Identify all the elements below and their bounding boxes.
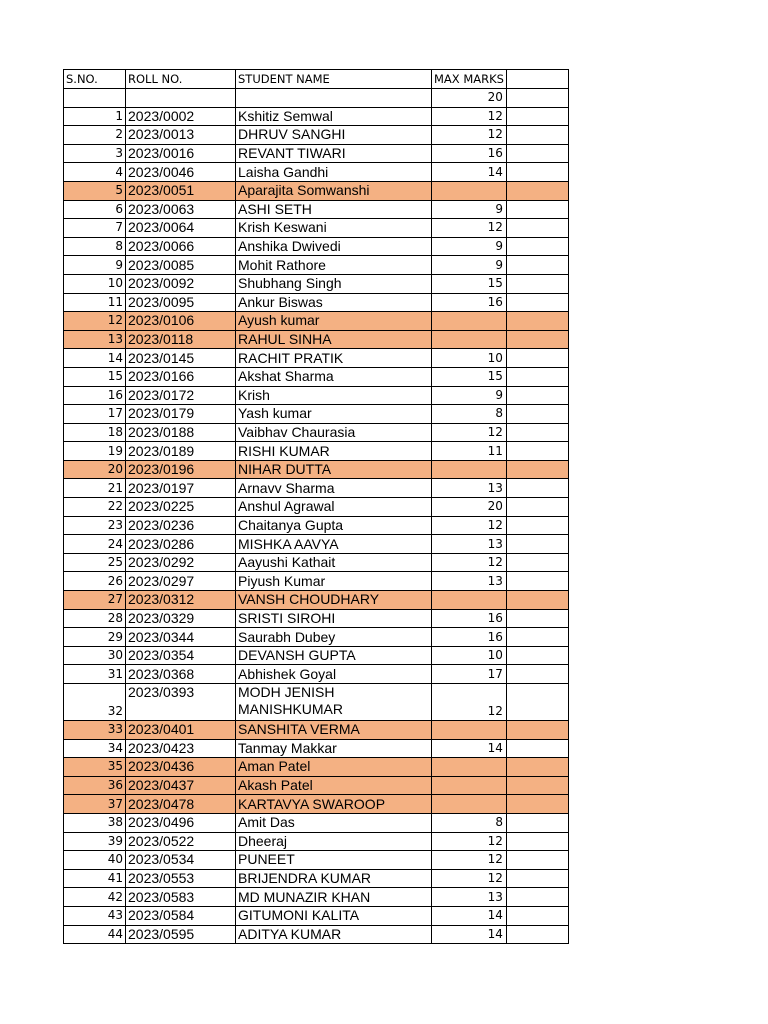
roll-no-cell: 2023/0584 bbox=[126, 906, 236, 925]
empty-cell bbox=[506, 535, 568, 554]
empty-cell bbox=[506, 516, 568, 535]
marks-cell: 14 bbox=[432, 925, 507, 944]
empty-cell bbox=[506, 237, 568, 256]
empty-cell bbox=[506, 591, 568, 610]
table-row bbox=[64, 181, 569, 200]
roll-no-cell: 2023/0016 bbox=[126, 144, 236, 163]
empty-cell bbox=[506, 553, 568, 572]
table-row bbox=[64, 107, 569, 126]
sno-cell: 38 bbox=[64, 813, 126, 832]
empty-cell bbox=[506, 721, 568, 740]
roll-no-cell: 2023/0329 bbox=[126, 609, 236, 628]
table-row bbox=[64, 721, 569, 740]
empty-cell bbox=[506, 628, 568, 647]
student-name-cell: ADITYA KUMAR bbox=[236, 925, 432, 944]
marks-cell: 17 bbox=[432, 665, 507, 684]
marks-cell bbox=[432, 721, 507, 740]
student-name-cell: Shubhang Singh bbox=[236, 274, 432, 293]
roll-no-cell: 2023/0553 bbox=[126, 869, 236, 888]
sno-cell: 1 bbox=[64, 107, 126, 126]
empty-cell bbox=[506, 906, 568, 925]
student-name-cell: VANSH CHOUDHARY bbox=[236, 591, 432, 610]
table-row bbox=[64, 498, 569, 517]
empty-cell bbox=[506, 367, 568, 386]
empty-cell bbox=[506, 181, 568, 200]
empty-cell bbox=[506, 665, 568, 684]
student-name-cell: Laisha Gandhi bbox=[236, 163, 432, 182]
empty-cell bbox=[506, 107, 568, 126]
roll-no-cell: 2023/0166 bbox=[126, 367, 236, 386]
table-row bbox=[64, 591, 569, 610]
table-row bbox=[64, 312, 569, 331]
roll-no-cell: 2023/0063 bbox=[126, 200, 236, 219]
marks-cell: 12 bbox=[432, 126, 507, 145]
roll-no-cell: 2023/0145 bbox=[126, 349, 236, 368]
table-row bbox=[64, 144, 569, 163]
sno-cell: 17 bbox=[64, 405, 126, 424]
sno-cell: 32 bbox=[64, 684, 126, 721]
empty-cell bbox=[506, 200, 568, 219]
roll-no-cell: 2023/0437 bbox=[126, 776, 236, 795]
marks-cell: 16 bbox=[432, 293, 507, 312]
marks-cell: 12 bbox=[432, 107, 507, 126]
sno-cell: 7 bbox=[64, 219, 126, 238]
table-row bbox=[64, 460, 569, 479]
empty-cell bbox=[506, 442, 568, 461]
sno-cell: 40 bbox=[64, 851, 126, 870]
empty-cell bbox=[506, 869, 568, 888]
table-row bbox=[64, 776, 569, 795]
sno-cell: 12 bbox=[64, 312, 126, 331]
roll-no-cell: 2023/0046 bbox=[126, 163, 236, 182]
student-name-cell: Piyush Kumar bbox=[236, 572, 432, 591]
student-name-cell: RACHIT PRATIK bbox=[236, 349, 432, 368]
roll-no-cell: 2023/0013 bbox=[126, 126, 236, 145]
marks-cell: 13 bbox=[432, 535, 507, 554]
sno-cell: 35 bbox=[64, 758, 126, 777]
student-name-cell: Aayushi Kathait bbox=[236, 553, 432, 572]
sno-cell: 44 bbox=[64, 925, 126, 944]
roll-no-cell: 2023/0292 bbox=[126, 553, 236, 572]
max-marks-value: 20 bbox=[432, 89, 507, 108]
sno-cell: 20 bbox=[64, 460, 126, 479]
empty-cell bbox=[506, 851, 568, 870]
roll-no-cell: 2023/0423 bbox=[126, 739, 236, 758]
table-row bbox=[64, 349, 569, 368]
roll-no-cell: 2023/0188 bbox=[126, 423, 236, 442]
table-row bbox=[64, 479, 569, 498]
roll-no-cell: 2023/0179 bbox=[126, 405, 236, 424]
student-name-cell: Anshika Dwivedi bbox=[236, 237, 432, 256]
roll-no-cell: 2023/0583 bbox=[126, 888, 236, 907]
roll-no-cell: 2023/0092 bbox=[126, 274, 236, 293]
sno-cell: 29 bbox=[64, 628, 126, 647]
empty-cell bbox=[506, 293, 568, 312]
student-name-cell: Ayush kumar bbox=[236, 312, 432, 331]
marks-cell bbox=[432, 795, 507, 814]
student-name-cell: Yash kumar bbox=[236, 405, 432, 424]
marks-cell: 12 bbox=[432, 219, 507, 238]
table-row bbox=[64, 813, 569, 832]
roll-no-cell: 2023/0002 bbox=[126, 107, 236, 126]
roll-no-cell: 2023/0436 bbox=[126, 758, 236, 777]
empty-cell bbox=[506, 795, 568, 814]
marks-cell: 10 bbox=[432, 646, 507, 665]
empty-cell bbox=[506, 274, 568, 293]
sno-cell: 41 bbox=[64, 869, 126, 888]
roll-no-cell: 2023/0118 bbox=[126, 330, 236, 349]
student-name-cell: Akshat Sharma bbox=[236, 367, 432, 386]
sno-cell: 3 bbox=[64, 144, 126, 163]
empty-cell bbox=[506, 925, 568, 944]
table-row bbox=[64, 758, 569, 777]
sno-cell: 2 bbox=[64, 126, 126, 145]
roll-no-cell: 2023/0064 bbox=[126, 219, 236, 238]
empty-cell bbox=[506, 349, 568, 368]
marks-cell bbox=[432, 758, 507, 777]
empty-cell bbox=[506, 758, 568, 777]
marks-cell: 15 bbox=[432, 274, 507, 293]
sno-cell: 21 bbox=[64, 479, 126, 498]
sno-cell: 11 bbox=[64, 293, 126, 312]
table-row bbox=[64, 869, 569, 888]
table-row bbox=[64, 219, 569, 238]
marks-cell: 16 bbox=[432, 628, 507, 647]
sno-cell: 28 bbox=[64, 609, 126, 628]
roll-no-cell: 2023/0522 bbox=[126, 832, 236, 851]
table-row bbox=[64, 237, 569, 256]
table-row bbox=[64, 609, 569, 628]
marks-cell: 12 bbox=[432, 684, 507, 721]
student-name-cell: GITUMONI KALITA bbox=[236, 906, 432, 925]
student-name-cell: Saurabh Dubey bbox=[236, 628, 432, 647]
sno-cell: 23 bbox=[64, 516, 126, 535]
roll-no-cell: 2023/0066 bbox=[126, 237, 236, 256]
roll-no-cell: 2023/0286 bbox=[126, 535, 236, 554]
roll-no-cell: 2023/0496 bbox=[126, 813, 236, 832]
sno-cell: 13 bbox=[64, 330, 126, 349]
sno-cell: 22 bbox=[64, 498, 126, 517]
marks-cell: 14 bbox=[432, 906, 507, 925]
roll-no-cell: 2023/0368 bbox=[126, 665, 236, 684]
table-row bbox=[64, 293, 569, 312]
table-row bbox=[64, 553, 569, 572]
roll-no-cell: 2023/0225 bbox=[126, 498, 236, 517]
student-name-cell: SRISTI SIROHI bbox=[236, 609, 432, 628]
empty-cell bbox=[506, 609, 568, 628]
header-max-marks: MAX MARKS bbox=[432, 70, 507, 89]
roll-no-cell: 2023/0344 bbox=[126, 628, 236, 647]
marks-cell: 14 bbox=[432, 163, 507, 182]
roll-no-cell: 2023/0085 bbox=[126, 256, 236, 275]
student-name-cell: REVANT TIWARI bbox=[236, 144, 432, 163]
roll-no-cell: 2023/0393 bbox=[126, 684, 236, 721]
empty-cell bbox=[506, 832, 568, 851]
table-row bbox=[64, 423, 569, 442]
header-row bbox=[64, 70, 569, 89]
student-name-cell: KARTAVYA SWAROOP bbox=[236, 795, 432, 814]
table-row bbox=[64, 516, 569, 535]
marks-cell bbox=[432, 591, 507, 610]
sno-cell: 9 bbox=[64, 256, 126, 275]
student-name-cell: Ankur Biswas bbox=[236, 293, 432, 312]
empty-cell bbox=[506, 498, 568, 517]
sno-cell: 8 bbox=[64, 237, 126, 256]
roll-no-cell: 2023/0297 bbox=[126, 572, 236, 591]
marks-cell: 9 bbox=[432, 200, 507, 219]
table-row bbox=[64, 832, 569, 851]
table-cell bbox=[236, 89, 432, 108]
roll-no-cell: 2023/0197 bbox=[126, 479, 236, 498]
marks-cell: 9 bbox=[432, 256, 507, 275]
marks-cell: 14 bbox=[432, 739, 507, 758]
empty-cell bbox=[506, 572, 568, 591]
marks-cell: 12 bbox=[432, 851, 507, 870]
student-name-cell: Aparajita Somwanshi bbox=[236, 181, 432, 200]
marks-cell: 10 bbox=[432, 349, 507, 368]
student-name-cell: Aman Patel bbox=[236, 758, 432, 777]
table-row bbox=[64, 274, 569, 293]
empty-cell bbox=[506, 330, 568, 349]
sno-cell: 25 bbox=[64, 553, 126, 572]
student-name-cell: RISHI KUMAR bbox=[236, 442, 432, 461]
table-cell bbox=[506, 89, 568, 108]
roll-no-cell: 2023/0095 bbox=[126, 293, 236, 312]
table-row bbox=[64, 126, 569, 145]
student-name-cell: MD MUNAZIR KHAN bbox=[236, 888, 432, 907]
table-row bbox=[64, 925, 569, 944]
sno-cell: 34 bbox=[64, 739, 126, 758]
roll-no-cell: 2023/0354 bbox=[126, 646, 236, 665]
sno-cell: 4 bbox=[64, 163, 126, 182]
sno-cell: 33 bbox=[64, 721, 126, 740]
header-extra bbox=[506, 70, 568, 89]
table-row bbox=[64, 628, 569, 647]
marks-cell bbox=[432, 330, 507, 349]
marks-cell: 12 bbox=[432, 832, 507, 851]
marks-cell: 16 bbox=[432, 609, 507, 628]
sno-cell: 5 bbox=[64, 181, 126, 200]
marks-cell: 9 bbox=[432, 237, 507, 256]
roll-no-cell: 2023/0051 bbox=[126, 181, 236, 200]
student-name-cell: Anshul Agrawal bbox=[236, 498, 432, 517]
marks-cell bbox=[432, 460, 507, 479]
empty-cell bbox=[506, 163, 568, 182]
sno-cell: 27 bbox=[64, 591, 126, 610]
sno-cell: 31 bbox=[64, 665, 126, 684]
empty-cell bbox=[506, 405, 568, 424]
student-name-cell: BRIJENDRA KUMAR bbox=[236, 869, 432, 888]
sno-cell: 15 bbox=[64, 367, 126, 386]
marks-table bbox=[63, 69, 569, 944]
marks-cell: 11 bbox=[432, 442, 507, 461]
student-name-cell: Arnavv Sharma bbox=[236, 479, 432, 498]
sno-cell: 26 bbox=[64, 572, 126, 591]
table-row bbox=[64, 405, 569, 424]
sno-cell: 14 bbox=[64, 349, 126, 368]
table-row bbox=[64, 442, 569, 461]
sno-cell: 36 bbox=[64, 776, 126, 795]
header-student-name: STUDENT NAME bbox=[236, 70, 432, 89]
table-row bbox=[64, 367, 569, 386]
table-row bbox=[64, 256, 569, 275]
table-cell bbox=[64, 89, 126, 108]
roll-no-cell: 2023/0189 bbox=[126, 442, 236, 461]
student-name-cell: Amit Das bbox=[236, 813, 432, 832]
roll-no-cell: 2023/0312 bbox=[126, 591, 236, 610]
table-row bbox=[64, 200, 569, 219]
table-row bbox=[64, 646, 569, 665]
empty-cell bbox=[506, 888, 568, 907]
marks-cell: 12 bbox=[432, 516, 507, 535]
sno-cell: 30 bbox=[64, 646, 126, 665]
student-name-cell: Tanmay Makkar bbox=[236, 739, 432, 758]
sno-cell: 10 bbox=[64, 274, 126, 293]
student-name-cell: NIHAR DUTTA bbox=[236, 460, 432, 479]
table-row bbox=[64, 851, 569, 870]
student-name-cell: ASHI SETH bbox=[236, 200, 432, 219]
empty-cell bbox=[506, 219, 568, 238]
student-name-cell: Chaitanya Gupta bbox=[236, 516, 432, 535]
student-name-cell: MODH JENISH MANISHKUMAR bbox=[236, 684, 432, 721]
empty-cell bbox=[506, 423, 568, 442]
student-name-cell: SANSHITA VERMA bbox=[236, 721, 432, 740]
max-marks-row bbox=[64, 89, 569, 108]
student-name-cell: Kshitiz Semwal bbox=[236, 107, 432, 126]
sno-cell: 19 bbox=[64, 442, 126, 461]
roll-no-cell: 2023/0478 bbox=[126, 795, 236, 814]
marks-cell: 20 bbox=[432, 498, 507, 517]
sno-cell: 18 bbox=[64, 423, 126, 442]
empty-cell bbox=[506, 813, 568, 832]
empty-cell bbox=[506, 776, 568, 795]
empty-cell bbox=[506, 312, 568, 331]
student-name-cell: Akash Patel bbox=[236, 776, 432, 795]
header-roll-no: ROLL NO. bbox=[126, 70, 236, 89]
table-row bbox=[64, 888, 569, 907]
table-row bbox=[64, 906, 569, 925]
marks-cell: 9 bbox=[432, 386, 507, 405]
sno-cell: 24 bbox=[64, 535, 126, 554]
marks-cell: 12 bbox=[432, 423, 507, 442]
roll-no-cell: 2023/0196 bbox=[126, 460, 236, 479]
marks-cell: 15 bbox=[432, 367, 507, 386]
marks-cell: 12 bbox=[432, 869, 507, 888]
sno-cell: 43 bbox=[64, 906, 126, 925]
roll-no-cell: 2023/0401 bbox=[126, 721, 236, 740]
table-cell bbox=[126, 89, 236, 108]
table-row bbox=[64, 163, 569, 182]
student-name-cell: Krish bbox=[236, 386, 432, 405]
marks-cell: 13 bbox=[432, 479, 507, 498]
student-name-cell: Krish Keswani bbox=[236, 219, 432, 238]
empty-cell bbox=[506, 684, 568, 721]
sno-cell: 6 bbox=[64, 200, 126, 219]
marks-cell: 8 bbox=[432, 813, 507, 832]
roll-no-cell: 2023/0534 bbox=[126, 851, 236, 870]
marks-cell bbox=[432, 776, 507, 795]
student-name-cell: Vaibhav Chaurasia bbox=[236, 423, 432, 442]
empty-cell bbox=[506, 739, 568, 758]
student-name-cell: PUNEET bbox=[236, 851, 432, 870]
table-row bbox=[64, 330, 569, 349]
empty-cell bbox=[506, 646, 568, 665]
student-name-cell: MISHKA AAVYA bbox=[236, 535, 432, 554]
marks-cell: 8 bbox=[432, 405, 507, 424]
student-name-cell: DEVANSH GUPTA bbox=[236, 646, 432, 665]
empty-cell bbox=[506, 460, 568, 479]
roll-no-cell: 2023/0106 bbox=[126, 312, 236, 331]
table-row bbox=[64, 572, 569, 591]
table-row bbox=[64, 739, 569, 758]
empty-cell bbox=[506, 126, 568, 145]
student-name-cell: Mohit Rathore bbox=[236, 256, 432, 275]
marks-cell bbox=[432, 181, 507, 200]
table-row bbox=[64, 665, 569, 684]
sno-cell: 39 bbox=[64, 832, 126, 851]
sno-cell: 16 bbox=[64, 386, 126, 405]
header-sno: S.NO. bbox=[64, 70, 126, 89]
roll-no-cell: 2023/0595 bbox=[126, 925, 236, 944]
marks-cell: 13 bbox=[432, 888, 507, 907]
marks-cell: 13 bbox=[432, 572, 507, 591]
roll-no-cell: 2023/0236 bbox=[126, 516, 236, 535]
student-name-cell: Abhishek Goyal bbox=[236, 665, 432, 684]
marks-cell: 16 bbox=[432, 144, 507, 163]
marks-cell bbox=[432, 312, 507, 331]
empty-cell bbox=[506, 386, 568, 405]
marks-cell: 12 bbox=[432, 553, 507, 572]
table-body bbox=[64, 89, 569, 944]
student-name-cell: Dheeraj bbox=[236, 832, 432, 851]
table-row bbox=[64, 795, 569, 814]
sno-cell: 37 bbox=[64, 795, 126, 814]
sno-cell: 42 bbox=[64, 888, 126, 907]
table-row bbox=[64, 386, 569, 405]
table-row bbox=[64, 535, 569, 554]
empty-cell bbox=[506, 144, 568, 163]
student-name-cell: DHRUV SANGHI bbox=[236, 126, 432, 145]
empty-cell bbox=[506, 479, 568, 498]
student-name-cell: RAHUL SINHA bbox=[236, 330, 432, 349]
roll-no-cell: 2023/0172 bbox=[126, 386, 236, 405]
table-row bbox=[64, 684, 569, 721]
empty-cell bbox=[506, 256, 568, 275]
